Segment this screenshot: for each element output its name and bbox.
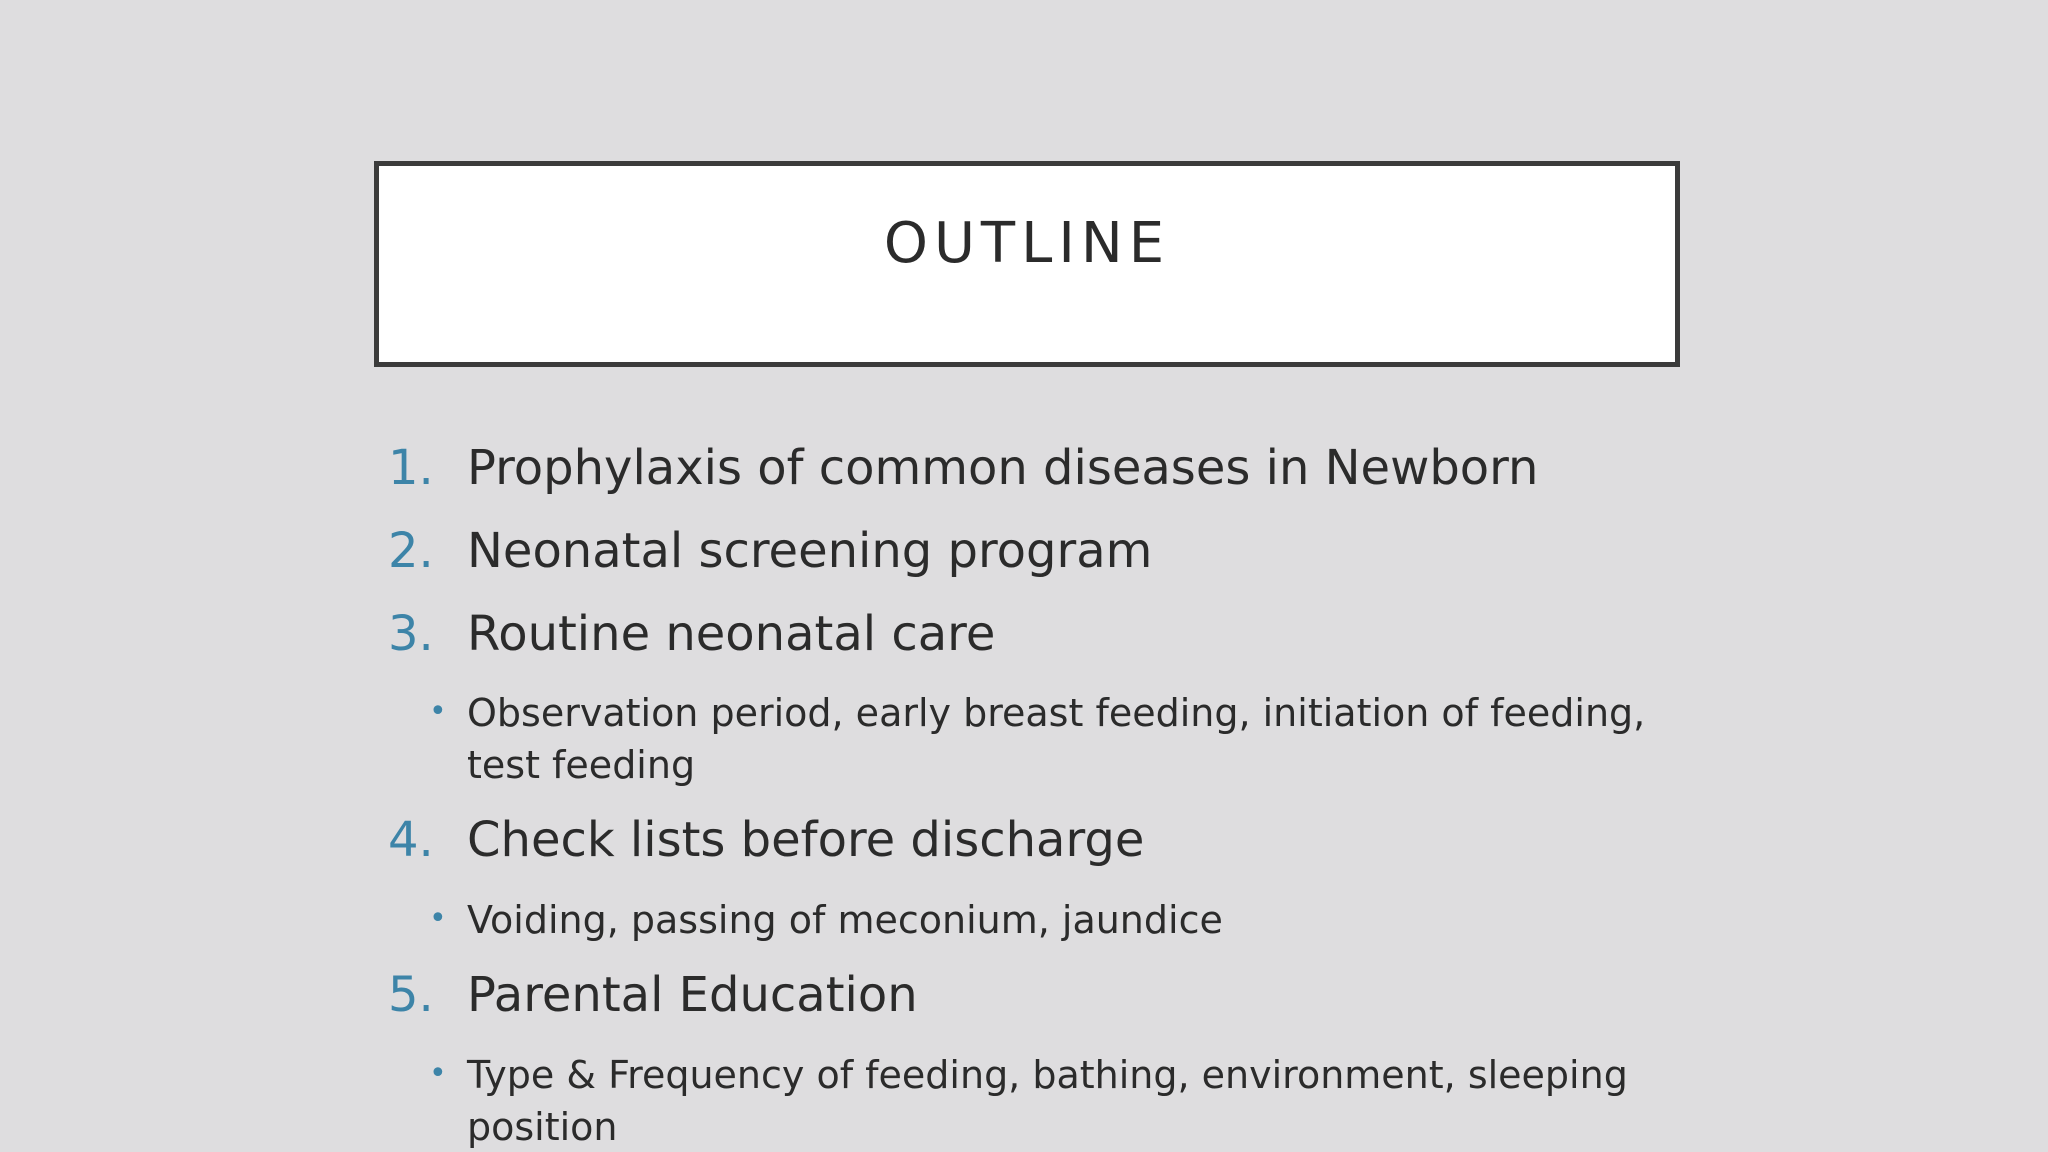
- bullet-icon: •: [429, 901, 447, 936]
- bullet-icon: •: [429, 1056, 447, 1091]
- sub-item-text: Type & Frequency of feeding, bathing, environment, sleeping position: [467, 1053, 1628, 1149]
- slide-title: OUTLINE: [883, 211, 1171, 276]
- item-number: 4.: [388, 812, 434, 868]
- item-number: 1.: [388, 440, 434, 496]
- item-text: Prophylaxis of common diseases in Newborn: [467, 440, 1539, 496]
- item-number: 2.: [388, 523, 434, 579]
- bullet-icon: •: [429, 694, 447, 729]
- item-text: Parental Education: [467, 967, 918, 1023]
- sub-item-text: Observation period, early breast feeding, initiation of feeding, test feeding: [467, 691, 1646, 787]
- item-text: Check lists before discharge: [467, 812, 1145, 868]
- item-text: Routine neonatal care: [467, 606, 996, 662]
- item-text: Neonatal screening program: [467, 523, 1153, 579]
- item-number: 5.: [388, 967, 434, 1023]
- sub-item-text: Voiding, passing of meconium, jaundice: [467, 898, 1223, 942]
- item-number: 3.: [388, 606, 434, 662]
